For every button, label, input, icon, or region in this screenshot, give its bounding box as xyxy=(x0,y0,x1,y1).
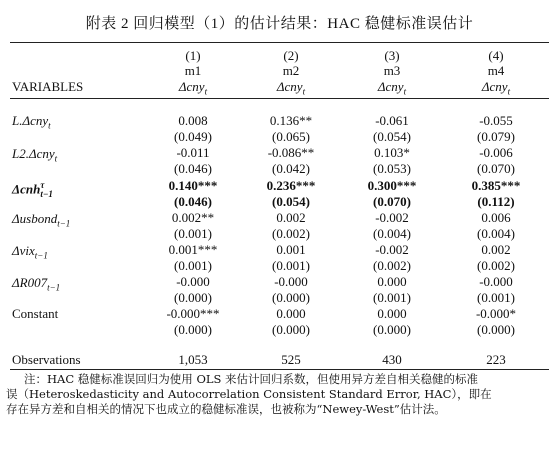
observations-value: 223 xyxy=(486,352,506,367)
se-cell: (0.046) xyxy=(174,194,212,209)
col-3-dep: Δcny$_t$ xyxy=(377,79,407,97)
top-rule xyxy=(10,42,549,43)
observations-value: 1,053 xyxy=(178,352,208,367)
var-label: $\Delta R007_{t-1}$ xyxy=(12,275,61,293)
se-cell: (0.001) xyxy=(272,258,310,273)
se-cell: (0.002) xyxy=(272,226,310,241)
se-cell: (0.000) xyxy=(174,322,212,337)
se-cell: (0.000) xyxy=(272,322,310,337)
se-cell: (0.054) xyxy=(373,129,411,144)
var-label: Δvix$_{t-1}$ xyxy=(12,243,48,261)
coef-cell: 0.001*** xyxy=(168,242,218,257)
se-cell: (0.002) xyxy=(373,258,411,273)
col-1-model: m1 xyxy=(184,63,202,78)
col-4-dep: Δcny$_t$ xyxy=(481,79,511,97)
note-line: 注：HAC 稳健标准误回归为使用 OLS 来估计回归系数，但使用异方差自相关稳健的标准 xyxy=(24,372,479,386)
col-3-num: (3) xyxy=(384,48,400,63)
se-cell: (0.001) xyxy=(174,258,212,273)
coef-cell: 0.236*** xyxy=(266,178,316,193)
table-title: 附表 2 回归模型（1）的估计结果：HAC 稳健标准误估计 xyxy=(85,16,474,32)
se-cell: (0.001) xyxy=(174,226,212,241)
coef-cell: 0.008 xyxy=(178,113,208,128)
coef-cell: -0.000 xyxy=(176,274,210,289)
se-cell: (0.112) xyxy=(477,194,515,209)
se-cell: (0.042) xyxy=(272,161,310,176)
var-label: Δusbond$_{t-1}$ xyxy=(12,211,71,229)
table-note xyxy=(6,372,554,417)
coef-cell: 0.002** xyxy=(171,210,215,225)
coef-cell: 0.006 xyxy=(481,210,511,225)
coef-cell: 0.300*** xyxy=(367,178,417,193)
coef-cell: -0.000*** xyxy=(166,306,220,321)
se-cell: (0.002) xyxy=(477,258,515,273)
coef-cell: -0.055 xyxy=(479,113,513,128)
var-label: L.Δcny$_t$ xyxy=(12,113,51,131)
se-cell: (0.070) xyxy=(373,194,411,209)
note-line: 存在异方差和自相关的情况下也成立的稳健标准误，也被称为“Newey-West”估计法。 xyxy=(6,402,446,416)
se-cell: (0.001) xyxy=(373,290,411,305)
coef-cell: -0.002 xyxy=(375,242,409,257)
se-cell: (0.001) xyxy=(477,290,515,305)
coef-cell: -0.002 xyxy=(375,210,409,225)
coef-cell: 0.103* xyxy=(374,145,410,160)
observations-label: Observations xyxy=(12,352,81,367)
se-cell: (0.079) xyxy=(477,129,515,144)
coef-cell: -0.011 xyxy=(176,145,210,160)
coef-cell: -0.061 xyxy=(375,113,409,128)
se-cell: (0.065) xyxy=(272,129,310,144)
coef-cell: -0.086** xyxy=(267,145,315,160)
se-cell: (0.049) xyxy=(174,129,212,144)
se-cell: (0.000) xyxy=(272,290,310,305)
coef-cell: 0.002 xyxy=(481,242,511,257)
observations-value: 430 xyxy=(382,352,402,367)
col-4-num: (4) xyxy=(488,48,504,63)
col-3-model: m3 xyxy=(383,63,401,78)
coef-cell: -0.006 xyxy=(479,145,513,160)
coef-cell: 0.136** xyxy=(269,113,313,128)
se-cell: (0.004) xyxy=(373,226,411,241)
col-2-num: (2) xyxy=(283,48,299,63)
se-cell: (0.000) xyxy=(174,290,212,305)
se-cell: (0.054) xyxy=(272,194,310,209)
coef-cell: 0.385*** xyxy=(471,178,521,193)
coef-cell: 0.000 xyxy=(276,306,306,321)
header-rule xyxy=(10,98,549,99)
var-label: Δcnh$^\tau_{t-1}$ xyxy=(12,180,53,199)
se-cell: (0.000) xyxy=(477,322,515,337)
var-label: L2.Δcny$_t$ xyxy=(12,146,58,164)
se-cell: (0.046) xyxy=(174,161,212,176)
coef-cell: 0.140*** xyxy=(168,178,218,193)
coef-cell: 0.001 xyxy=(276,242,306,257)
observations-value: 525 xyxy=(281,352,301,367)
coef-cell: -0.000 xyxy=(274,274,308,289)
coef-cell: 0.000 xyxy=(377,306,407,321)
coef-cell: -0.000* xyxy=(475,306,517,321)
se-cell: (0.070) xyxy=(477,161,515,176)
se-cell: (0.053) xyxy=(373,161,411,176)
var-label: Constant xyxy=(12,306,59,321)
variables-label: VARIABLES xyxy=(12,79,84,94)
col-1-num: (1) xyxy=(185,48,201,63)
se-cell: (0.004) xyxy=(477,226,515,241)
bottom-rule xyxy=(10,369,549,370)
col-4-model: m4 xyxy=(487,63,505,78)
coef-cell: -0.000 xyxy=(479,274,513,289)
col-1-dep: Δcny$_t$ xyxy=(178,79,208,97)
note-line: 误（Heteroskedasticity and Autocorrelation Consistent Standard Error, HAC），即在 xyxy=(6,387,492,401)
coef-cell: 0.002 xyxy=(276,210,306,225)
col-2-model: m2 xyxy=(282,63,300,78)
se-cell: (0.000) xyxy=(373,322,411,337)
col-2-dep: Δcny$_t$ xyxy=(276,79,306,97)
coef-cell: 0.000 xyxy=(377,274,407,289)
